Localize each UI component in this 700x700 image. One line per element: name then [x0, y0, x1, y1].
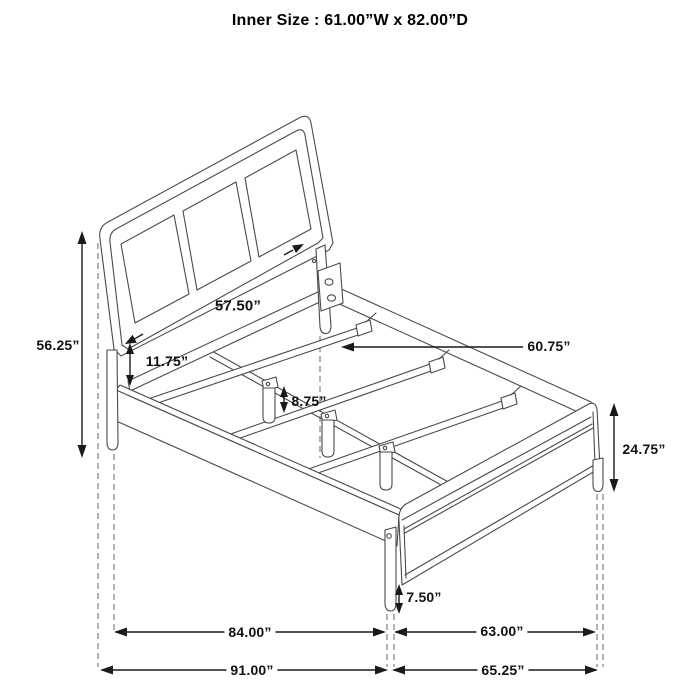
dim-headboard-height-label: 56.25”: [36, 337, 80, 353]
slat-2-connector: [429, 357, 445, 373]
slat-1-connector: [356, 320, 372, 336]
rail-bracket: [318, 263, 343, 311]
headboard: [100, 116, 333, 356]
page-title: Inner Size : 61.00”W x 82.00”D: [231, 12, 469, 29]
dim-headboard-to-rail-gap-label: 11.75”: [145, 353, 189, 369]
dim-headboard-width-label: 57.50”: [214, 297, 262, 315]
dim-footboard-height-label: 24.75”: [622, 441, 666, 457]
support-leg-2: [322, 420, 334, 457]
slat-3-connector: [501, 393, 517, 409]
dim-slat-length-label: 60.75”: [527, 338, 571, 354]
dim-overall-length-label: 91.00”: [226, 662, 277, 678]
dim-center-leg-height-label: 8.75”: [291, 393, 327, 409]
footboard-right-leg: [593, 458, 603, 492]
support-leg-3: [380, 452, 392, 490]
support-leg-1: [263, 388, 275, 423]
dim-frame-length-label: 84.00”: [224, 624, 275, 640]
footboard-left-leg: [385, 527, 396, 611]
headboard-right-post: [312, 245, 343, 334]
dim-footboard-leg-height-label: 7.50”: [406, 589, 442, 605]
headboard-left-leg: [107, 350, 118, 450]
dim-footboard-height-arrow: [610, 403, 619, 492]
side-rail-near: [114, 385, 403, 546]
dim-frame-width-label: 63.00”: [476, 623, 527, 639]
dim-overall-width-label: 65.25”: [477, 662, 528, 678]
